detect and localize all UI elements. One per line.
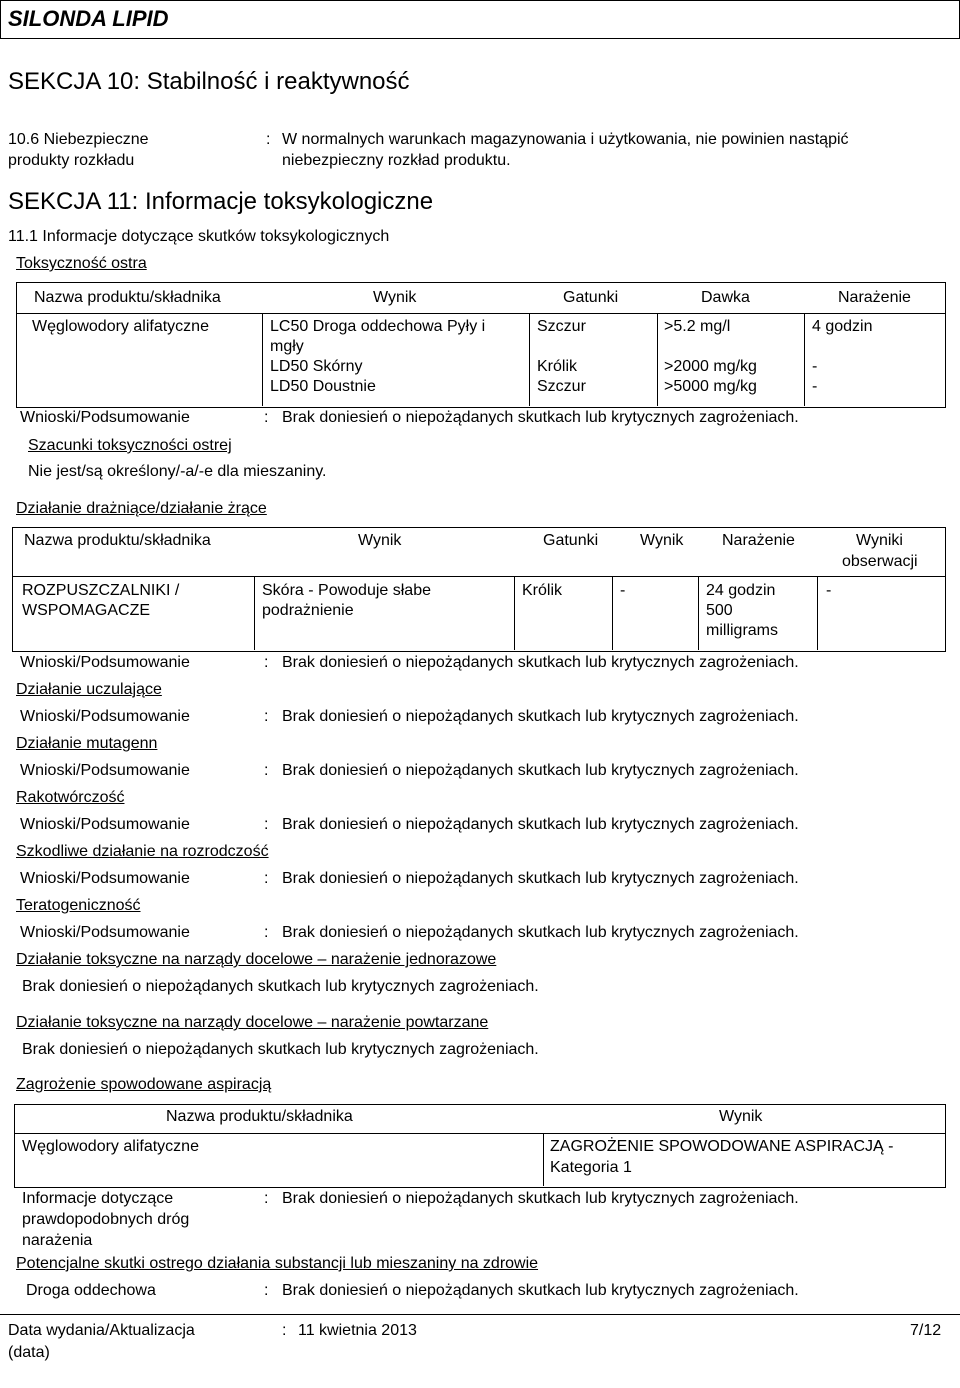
- routes-colon: :: [264, 1190, 269, 1207]
- potential-effects-heading: Potencjalne skutki ostrego działania substancji lub mieszaniny na zdrowie: [16, 1255, 539, 1272]
- acute-table-header-line: [16, 313, 946, 314]
- stot-repeat-heading: Działanie toksyczne na narządy docelowe – narażenie powtarzane: [16, 1014, 489, 1031]
- irritation-header-score: Wynik: [640, 532, 684, 549]
- stot-single-heading: Działanie toksyczne na narządy docelowe – narażenie jednorazowe: [16, 951, 497, 968]
- acute-header-product: Nazwa produktu/składnika: [34, 289, 221, 306]
- s11-subtitle: 11.1 Informacje dotyczące skutków toksykologicznych: [8, 228, 390, 245]
- irritation-exposure: milligrams: [706, 622, 778, 639]
- irritation-observation: -: [826, 582, 832, 599]
- acute-product: Węglowodory alifatyczne: [32, 318, 209, 335]
- aspiration-col-divider: [543, 1133, 544, 1186]
- acute-species: Szczur: [537, 318, 586, 335]
- routes-label: Informacje dotyczące: [22, 1190, 174, 1207]
- conclusions-colon: :: [264, 870, 269, 887]
- conclusions-text: Brak doniesień o niepożądanych skutkach lub krytycznych zagrożeniach.: [282, 708, 799, 725]
- irritation-exposure: 24 godzin: [706, 582, 776, 599]
- acute-dose: >2000 mg/kg: [664, 358, 757, 375]
- aspiration-header-product: Nazwa produktu/składnika: [166, 1108, 353, 1125]
- acute-header-species: Gatunki: [563, 289, 619, 306]
- conclusions-label: Wnioski/Podsumowanie: [20, 654, 190, 671]
- irritation-col-divider: [254, 576, 255, 650]
- irritation-result: podrażnienie: [262, 602, 354, 619]
- conclusions-text: Brak doniesień o niepożądanych skutkach lub krytycznych zagrożeniach.: [282, 924, 799, 941]
- conclusions-label: Wnioski/Podsumowanie: [20, 870, 190, 887]
- irritation-header-observation: Wyniki: [856, 532, 903, 549]
- aspiration-heading: Zagrożenie spowodowane aspiracją: [16, 1076, 272, 1093]
- s10-colon: :: [266, 131, 271, 148]
- aspiration-result: Kategoria 1: [550, 1159, 632, 1176]
- irritation-col-divider: [514, 576, 515, 650]
- footer-date-value: 11 kwietnia 2013: [298, 1322, 417, 1339]
- s10-text-line2: niebezpieczny rozkład produktu.: [282, 152, 511, 169]
- irritation-col-divider: [698, 576, 699, 650]
- acute-species: Szczur: [537, 378, 586, 395]
- sensitization-heading: Działanie uczulające: [16, 681, 162, 698]
- irritation-exposure: 500: [706, 602, 733, 619]
- conclusions-text: Brak doniesień o niepożądanych skutkach lub krytycznych zagrożeniach.: [282, 654, 799, 671]
- carcinogen-heading: Rakotwórczość: [16, 789, 125, 806]
- conclusions-text: Brak doniesień o niepożądanych skutkach lub krytycznych zagrożeniach.: [282, 816, 799, 833]
- section-10-title: SEKCJA 10: Stabilność i reaktywność: [8, 68, 410, 95]
- irritation-col-divider: [817, 576, 818, 650]
- stot-single-text: Brak doniesień o niepożądanych skutkach lub krytycznych zagrożeniach.: [22, 978, 539, 995]
- aspiration-table-header-line: [14, 1133, 946, 1134]
- acute-exposure: 4 godzin: [812, 318, 873, 335]
- acute-species: Królik: [537, 358, 578, 375]
- acute-dose: >5.2 mg/l: [664, 318, 731, 335]
- irritation-product: WSPOMAGACZE: [22, 602, 151, 619]
- conclusions-label: Wnioski/Podsumowanie: [20, 816, 190, 833]
- estimates-heading: Szacunki toksyczności ostrej: [28, 437, 232, 454]
- irritation-heading: Działanie drażniące/działanie żrące: [16, 500, 267, 517]
- header-divider: [0, 38, 960, 39]
- conclusions-label: Wnioski/Podsumowanie: [20, 409, 190, 426]
- irritation-table-header-line: [12, 576, 946, 577]
- acute-col-divider: [657, 313, 658, 406]
- acute-exposure: -: [812, 378, 818, 395]
- acute-result: mgły: [270, 338, 304, 355]
- inhalation-text: Brak doniesień o niepożądanych skutkach lub krytycznych zagrożeniach.: [282, 1282, 799, 1299]
- teratogenicity-heading: Teratogeniczność: [16, 897, 141, 914]
- irritation-species: Królik: [522, 582, 563, 599]
- footer-divider: [0, 1314, 960, 1315]
- aspiration-result: ZAGROŻENIE SPOWODOWANE ASPIRACJĄ -: [550, 1138, 894, 1155]
- irritation-result: Skóra - Powoduje słabe: [262, 582, 431, 599]
- acute-dose: >5000 mg/kg: [664, 378, 757, 395]
- conclusions-text: Brak doniesień o niepożądanych skutkach lub krytycznych zagrożeniach.: [282, 762, 799, 779]
- s10-label-line2: produkty rozkładu: [8, 152, 135, 169]
- acute-result: LC50 Droga oddechowa Pyły i: [270, 318, 486, 335]
- aspiration-product: Węglowodory alifatyczne: [22, 1138, 199, 1155]
- acute-header-exposure: Narażenie: [838, 289, 911, 306]
- footer-date-label: (data): [8, 1344, 50, 1361]
- routes-text: Brak doniesień o niepożądanych skutkach lub krytycznych zagrożeniach.: [282, 1190, 799, 1207]
- brand-name: SILONDA LIPID: [8, 6, 169, 31]
- estimates-text: Nie jest/są określony/-a/-e dla mieszaniny.: [28, 463, 327, 480]
- conclusions-text: Brak doniesień o niepożądanych skutkach lub krytycznych zagrożeniach.: [282, 870, 799, 887]
- conclusions-label: Wnioski/Podsumowanie: [20, 762, 190, 779]
- acute-header-dose: Dawka: [701, 289, 750, 306]
- routes-label: prawdopodobnych dróg: [22, 1211, 190, 1228]
- acute-col-divider: [804, 313, 805, 406]
- conclusions-label: Wnioski/Podsumowanie: [20, 708, 190, 725]
- page-number: 7/12: [910, 1322, 942, 1339]
- irritation-col-divider: [612, 576, 613, 650]
- conclusions-colon: :: [264, 816, 269, 833]
- footer-colon: :: [282, 1322, 287, 1339]
- acute-col-divider: [262, 313, 263, 406]
- acute-toxicity-heading: Toksyczność ostra: [16, 255, 147, 272]
- acute-col-divider: [529, 313, 530, 406]
- stot-repeat-text: Brak doniesień o niepożądanych skutkach lub krytycznych zagrożeniach.: [22, 1041, 539, 1058]
- conclusions-text: Brak doniesień o niepożądanych skutkach lub krytycznych zagrożeniach.: [282, 409, 799, 426]
- s10-text-line1: W normalnych warunkach magazynowania i użytkowania, nie powinien nastąpić: [282, 131, 849, 148]
- aspiration-header-result: Wynik: [719, 1108, 763, 1125]
- mutagen-heading: Działanie mutagenn: [16, 735, 158, 752]
- irritation-header-observation: obserwacji: [842, 553, 918, 570]
- irritation-header-product: Nazwa produktu/składnika: [24, 532, 211, 549]
- conclusions-colon: :: [264, 708, 269, 725]
- acute-header-result: Wynik: [373, 289, 417, 306]
- footer-date-label: Data wydania/Aktualizacja: [8, 1322, 195, 1339]
- conclusions-colon: :: [264, 762, 269, 779]
- section-11-title: SEKCJA 11: Informacje toksykologiczne: [8, 188, 434, 215]
- acute-result: LD50 Skórny: [270, 358, 363, 375]
- irritation-product: ROZPUSZCZALNIKI /: [22, 582, 180, 599]
- conclusions-colon: :: [264, 924, 269, 941]
- acute-exposure: -: [812, 358, 818, 375]
- irritation-header-species: Gatunki: [543, 532, 599, 549]
- acute-result: LD50 Doustnie: [270, 378, 376, 395]
- conclusions-label: Wnioski/Podsumowanie: [20, 924, 190, 941]
- conclusions-colon: :: [264, 654, 269, 671]
- inhalation-colon: :: [264, 1282, 269, 1299]
- reproductive-heading: Szkodliwe działanie na rozrodczość: [16, 843, 269, 860]
- conclusions-colon: :: [264, 409, 269, 426]
- inhalation-label: Droga oddechowa: [26, 1282, 156, 1299]
- routes-label: narażenia: [22, 1232, 93, 1249]
- s10-label-line1: 10.6 Niebezpieczne: [8, 131, 149, 148]
- irritation-header-exposure: Narażenie: [722, 532, 795, 549]
- irritation-header-result: Wynik: [358, 532, 402, 549]
- irritation-score: -: [620, 582, 626, 599]
